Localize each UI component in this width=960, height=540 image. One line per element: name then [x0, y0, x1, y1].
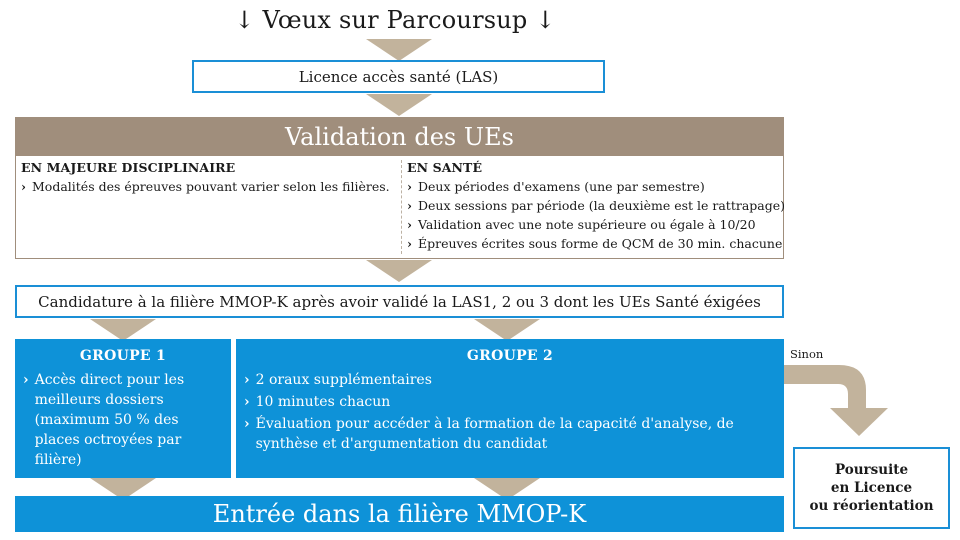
chevron-right-icon: › — [407, 179, 412, 194]
sante-item-text: Deux périodes d'examens (une par semestre) — [418, 179, 705, 194]
arrow-down-icon — [90, 319, 156, 341]
chevron-right-icon: › — [407, 217, 412, 232]
poursuite-box — [793, 447, 950, 529]
chevron-right-icon: › — [244, 394, 250, 410]
entree-title: Entrée dans la filière MMOP-K — [212, 500, 587, 528]
chevron-right-icon: › — [23, 372, 29, 388]
entree-band — [15, 496, 784, 532]
las-box — [192, 60, 605, 93]
poursuite-line: Poursuite — [834, 462, 909, 478]
sante-item-text: Validation avec une note supérieure ou égale à 10/20 — [418, 217, 756, 232]
sante-item-text: Épreuves écrites sous forme de QCM de 30 min. chacune — [418, 236, 783, 251]
groupe2-item-text: Évaluation pour accéder à la formation de la capacité d'analyse, de synthèse et d'argumentation du candidat — [255, 416, 734, 452]
sante-heading: EN SANTÉ — [407, 160, 483, 175]
chevron-right-icon: › — [244, 372, 250, 388]
arrow-down-icon — [474, 319, 540, 341]
chevron-right-icon: › — [407, 236, 412, 251]
groupe2-item-text: 10 minutes chacun — [255, 394, 391, 410]
groupe1-box — [15, 339, 231, 478]
majeure-item-text: Modalités des épreuves pouvant varier selon les filières. — [32, 179, 390, 194]
validation-band — [15, 117, 784, 156]
sante-item — [407, 177, 785, 196]
candidature-box — [15, 285, 784, 318]
majeure-column — [16, 156, 401, 258]
sante-item — [407, 234, 785, 253]
arrow-down-icon — [366, 94, 432, 116]
chevron-right-icon: › — [407, 198, 412, 213]
chevron-right-icon: › — [244, 416, 250, 432]
sante-column — [402, 156, 785, 258]
poursuite-line: en Licence — [830, 480, 913, 496]
groupe2-item — [244, 414, 744, 454]
candidature-label: Candidature à la filière MMOP-K après avoir validé la LAS1, 2 ou 3 dont les UEs Santé éxigées — [38, 292, 761, 311]
poursuite-line: ou réorientation — [809, 498, 934, 514]
diagram-title: ↓ Vœux sur Parcoursup ↓ — [234, 6, 556, 34]
groupe1-item-text: Accès direct pour les meilleurs dossiers (maximum 50 % des places octroyées par filière) — [34, 372, 185, 468]
majeure-heading: EN MAJEURE DISCIPLINAIRE — [21, 160, 236, 175]
validation-title: Validation des UEs — [285, 122, 514, 151]
arrow-down-icon — [366, 260, 432, 282]
curved-arrow-icon — [784, 360, 914, 440]
sante-item-text: Deux sessions par période (la deuxième est le rattrapage) — [418, 198, 785, 213]
las-box-label: Licence accès santé (LAS) — [298, 67, 499, 86]
chevron-right-icon: › — [21, 179, 26, 194]
majeure-item — [21, 177, 401, 196]
validation-panel — [15, 156, 784, 259]
groupe1-title: GROUPE 1 — [79, 348, 167, 364]
groupe2-item — [244, 370, 784, 390]
sante-item — [407, 215, 785, 234]
sante-item — [407, 196, 785, 215]
groupe1-item — [23, 370, 221, 470]
groupe2-item — [244, 392, 784, 412]
groupe2-box — [236, 339, 784, 478]
arrow-down-icon — [366, 39, 432, 61]
groupe2-item-text: 2 oraux supplémentaires — [255, 372, 432, 388]
sinon-label: Sinon — [790, 347, 824, 361]
groupe2-title: GROUPE 2 — [466, 348, 554, 364]
